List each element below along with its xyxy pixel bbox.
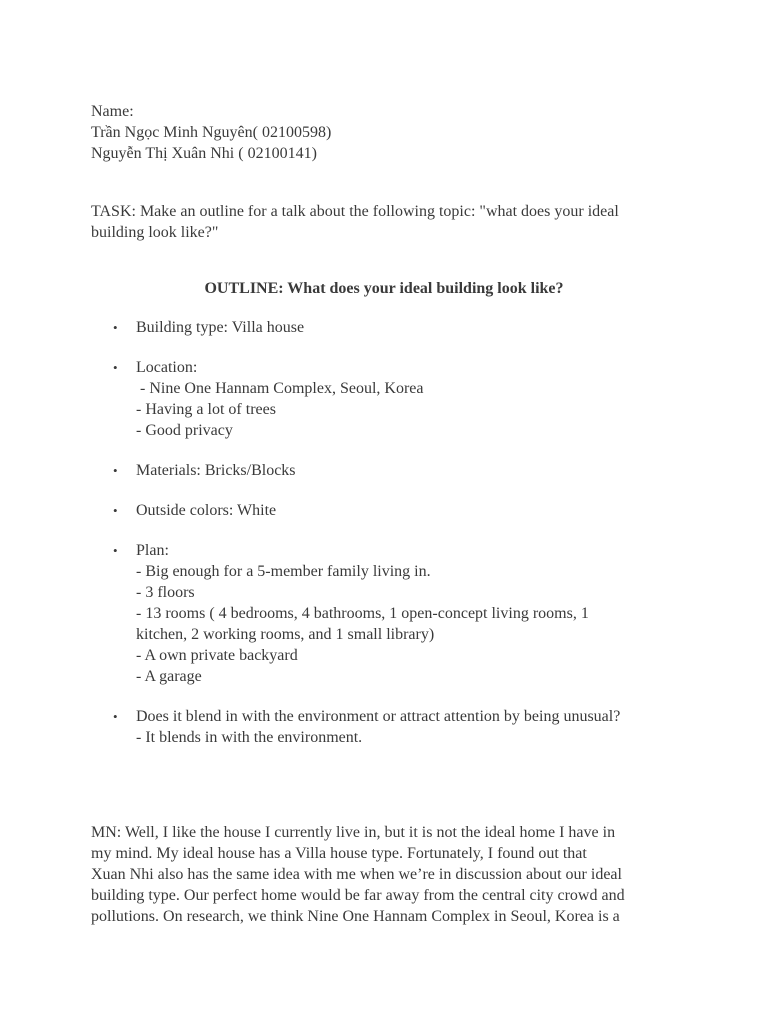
plan-item: kitchen, 2 working rooms, and 1 small library)	[136, 626, 435, 643]
paragraph-line: my mind. My ideal house has a Villa house type. Fortunately, I found out that	[91, 845, 587, 862]
location-item: - Good privacy	[136, 422, 233, 439]
body-paragraph	[91, 822, 681, 927]
paragraph-line: pollutions. On research, we think Nine One Hannam Complex in Seoul, Korea is a	[91, 908, 620, 925]
student-name-2: Nguyễn Thị Xuân Nhi ( 02100141)	[91, 145, 317, 162]
student-name-1: Trần Ngọc Minh Nguyên( 02100598)	[91, 124, 332, 141]
plan-item: - Big enough for a 5-member family living in.	[136, 563, 431, 580]
name-section	[91, 101, 691, 164]
plan-item: - A garage	[136, 668, 202, 685]
outline-list	[91, 317, 691, 748]
blend-question: • Does it blend in with the environment or attract attention by being unusual?	[136, 708, 621, 725]
outline-title: OUTLINE: What does your ideal building look like?	[204, 280, 564, 297]
colors-text: • Outside colors: White	[136, 502, 277, 519]
name-label: Name:	[91, 103, 134, 120]
paragraph-line: building type. Our perfect home would be far away from the central city crowd and	[91, 887, 625, 904]
blend-answer: - It blends in with the environment.	[136, 729, 363, 746]
plan-item: - A own private backyard	[136, 647, 298, 664]
location-item: - Nine One Hannam Complex, Seoul, Korea	[136, 380, 424, 397]
plan-item: - 13 rooms ( 4 bedrooms, 4 bathrooms, 1 open-concept living rooms, 1	[136, 605, 589, 622]
location-label: • Location:	[136, 359, 198, 376]
task-line-1: TASK: Make an outline for a talk about the following topic: "what does your ideal	[91, 203, 619, 220]
list-item-location	[91, 357, 691, 441]
plan-item: - 3 floors	[136, 584, 195, 601]
task-line-2: building look like?"	[91, 224, 219, 241]
list-item-materials	[91, 460, 691, 481]
list-item-colors	[91, 500, 691, 521]
list-item-building-type	[91, 317, 691, 338]
building-type-text: • Building type: Villa house	[136, 319, 305, 336]
list-item-plan	[91, 540, 691, 687]
materials-text: • Materials: Bricks/Blocks	[136, 462, 296, 479]
task-section	[91, 201, 691, 243]
paragraph-line: Xuan Nhi also has the same idea with me when we’re in discussion about our ideal	[91, 866, 622, 883]
plan-label: • Plan:	[136, 542, 169, 559]
list-item-blend	[91, 706, 691, 748]
paragraph-line: MN: Well, I like the house I currently live in, but it is not the ideal home I have in	[91, 824, 616, 841]
location-item: - Having a lot of trees	[136, 401, 276, 418]
